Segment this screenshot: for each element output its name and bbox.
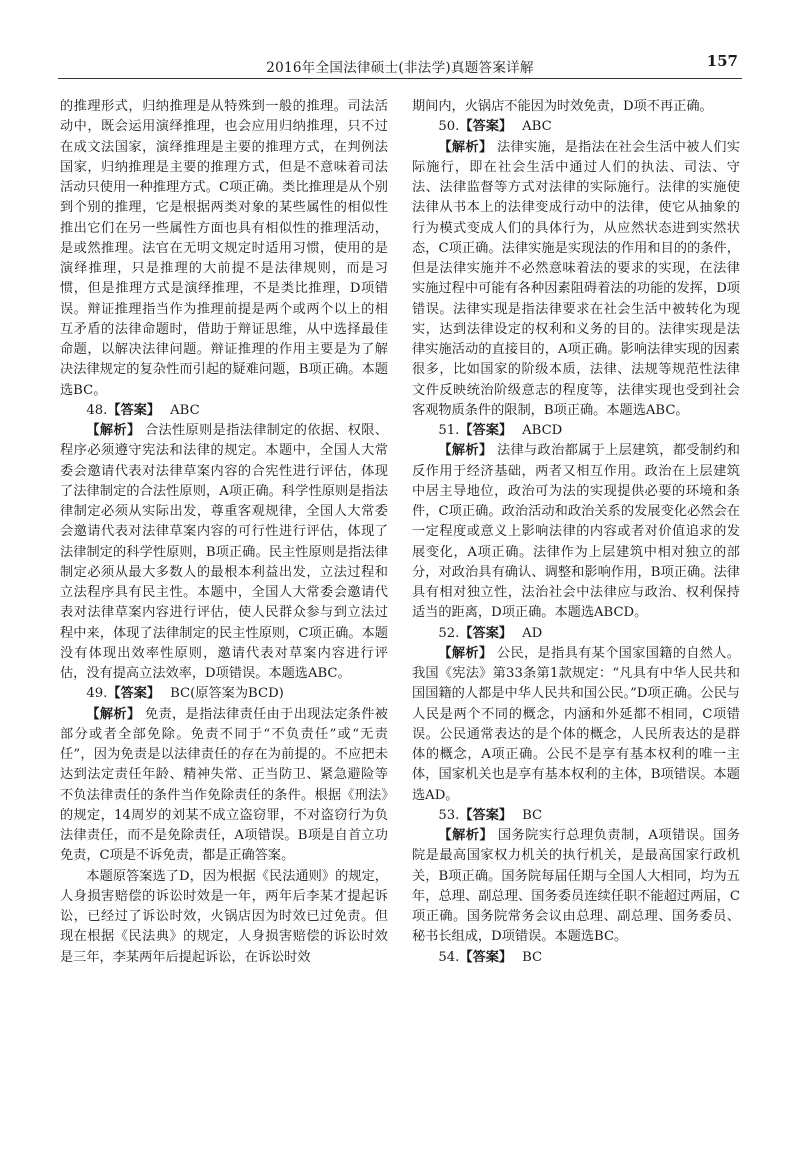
answer-value: BC [522, 949, 543, 965]
answer-value: BC [522, 807, 543, 823]
right-column [412, 97, 740, 968]
explanation-text: 免责，是指法律责任由于出现法定条件被部分或者全部免除。免责不同于“不负责任”或“无责任”，因为免责是以法律责任的存在为前提的。不应把未达到法定责任年龄、精神失常、正当防卫、紧急避险等不负法律责任的条件当作免除责任的条件。根据《刑法》的规定，14周岁的刘某不成立盗窃罪，不对盗窃行为负法律责任，而不是免除责任，A项错误。B项是自首立功免责，C项是不诉免责，都是正确答案。 [60, 706, 388, 864]
explanation-text: 合法性原则是指法律制定的依据、权限、程序必须遵守宪法和法律的规定。本题中，全国人大常委会邀请代表对法律草案内容的合宪性进行评估，体现了法律制定的合法性原则，A项正确。科学性原则是指法律制定必须从实际出发，尊重客观规律，全国人大常委会邀请代表对法律草案内容的可行性进行评估，体现了法律制定的科学性原则，B项正确。民主性原则是指法律制定必须从最大多数人的最根本利益出发，立法过程和立法程序具有民主性。本题中，全国人大常委会邀请代表对法律草案内容进行评估，使人民群众参与到立法过程中来，体现了法律制定的民主性原则，C项正确。本题没有体现出效率性原则，邀请代表对草案内容进行评估，没有提高立法效率，D项错误。本题选ABC。 [60, 423, 388, 681]
answer-51 [412, 421, 740, 441]
answer-tag: 【答案】 [107, 686, 161, 702]
answer-tag: 【答案】 [459, 119, 513, 135]
question-number: 53. [438, 807, 460, 823]
explanation-53 [412, 826, 740, 948]
answer-50 [412, 117, 740, 137]
explanation-text: 公民，是指具有某个国家国籍的自然人。我国《宪法》第33条第1款规定：“凡具有中华人民共和国国籍的人都是中华人民共和国公民。”D项正确。公民与人民是两个不同的概念，内涵和外延都不相同，C项错误。公民通常表达的是个体的概念，人民所表达的是群体的概念，A项正确。公民不是享有基本权利的唯一主体，国家机关也是享有基本权利的主体，B项错误。本题选AD。 [412, 645, 740, 803]
paragraph-text: 的推理形式，归纳推理是从特殊到一般的推理。司法活动中，既会运用演绎推理，也会应用归纳推理，只不过在成文法国家，演绎推理是主要的推理方式，在判例法国家，归纳推理是主要的推理方式，但是不意味着司法活动只使用一种推理方式。C项正确。类比推理是从个别到个别的推理，它是根据两类对象的某些属性的相似性推出它们在另一些属性方面也具有相似性的推理活动，是或然推理。法官在无明文规定时适用习惯，使用的是演绎推理，只是推理的大前提不是法律规则，而是习惯，但是推理方式是演绎推理，不是类比推理，D项错误。辩证推理指当作为推理前提是两个或两个以上的相互矛盾的法律命题时，借助于辩证思维，从中选择最佳命题，以解决法律问题。辩证推理的作用主要是为了解决法律规定的复杂性而引起的疑难问题，B项正确。本题选BC。 [60, 99, 388, 398]
explanation-tag: 【解析】 [438, 443, 493, 459]
answer-value: ABCD [522, 423, 563, 438]
explanation-text: 国务院实行总理负责制，A项错误。国务院是最高国家权力机关的执行机关，是最高国家行政机关，B项正确。国务院每届任期与全国人大相同，均为五年，总理、副总理、国务委员连续任职不能超过两届，C项正确。国务院常务会议由总理、副总理、国务委员、秘书长组成，D项错误。本题选BC。 [412, 828, 741, 945]
question-number: 52. [438, 625, 460, 641]
question-number: 50. [438, 119, 460, 135]
answer-value: ABC [170, 402, 200, 418]
question-number: 51. [438, 423, 460, 438]
answer-value: AD [522, 625, 543, 641]
running-header [58, 52, 742, 79]
question-number: 48. [86, 402, 108, 418]
answer-53 [412, 806, 740, 826]
paragraph [412, 97, 740, 117]
explanation-52 [412, 644, 740, 806]
paragraph [60, 867, 388, 968]
explanation-text: 法律与政治都属于上层建筑，都受制约和反作用于经济基础，两者又相互作用。政治在上层建筑中居主导地位，政治可为法的实现提供必要的环境和条件，C项正确。政治活动和政治关系的发展变化必然会在一定程度或意义上影响法律的内容或者对价值追求的发展变化，A项正确。法律作为上层建筑中相对独立的部分，对政治具有确认、调整和影响作用，B项正确。法律具有相对独立性，法治社会中法律应与政治、权利保持适当的距离，D项正确。本题选ABCD。 [412, 443, 740, 621]
explanation-48 [60, 421, 388, 684]
answer-49 [60, 684, 388, 704]
explanation-text: 法律实施，是指法在社会生活中被人们实际施行，即在社会生活中通过人们的执法、司法、守法、法律监督等方式对法律的实际施行。法律的实施使法律从书本上的法律变成行动中的法律，使它从抽象的行为模式变成人们的具体行为，从应然状态进到实然状态，C项正确。法律实施是实现法的作用和目的的条件，但是法律实施并不必然意味着法的要求的实现，在法律实施过程中可能有各种因素阻碍着法的功能的发挥，D项错误。法律实现是指法律要求在社会生活中被转化为现实，达到法律设定的权利和义务的目的。法律实现是法律实施活动的直接目的，A项正确。影响法律实现的因素很多，比如国家的阶级本质，法律、法规等规范性法律文件反映统治阶级意志的程度等，法律实现也受到社会客观物质条件的限制，B项正确。本题选ABC。 [412, 139, 740, 418]
answer-tag: 【答案】 [459, 423, 513, 438]
answer-tag: 【答案】 [459, 807, 513, 823]
explanation-tag: 【解析】 [86, 423, 141, 438]
paragraph-text: 期间内，火锅店不能因为时效免责，D项不再正确。 [412, 99, 713, 114]
answer-52 [412, 624, 740, 644]
question-number: 54. [438, 949, 460, 965]
explanation-tag: 【解析】 [438, 645, 493, 661]
answer-48 [60, 401, 388, 421]
header-title: 2016年全国法律硕士(非法学)真题答案详解 [266, 60, 534, 76]
answer-value: BC(原答案为BCD) [170, 686, 284, 702]
explanation-tag: 【解析】 [438, 139, 493, 155]
explanation-49 [60, 705, 388, 867]
answer-tag: 【答案】 [459, 625, 513, 641]
page-number: 157 [706, 52, 738, 70]
paragraph [60, 97, 388, 401]
explanation-tag: 【解析】 [86, 706, 141, 722]
explanation-tag: 【解析】 [438, 828, 494, 843]
question-number: 49. [86, 686, 108, 702]
answer-tag: 【答案】 [459, 949, 513, 965]
explanation-51 [412, 441, 740, 623]
left-column [60, 97, 388, 968]
explanation-50 [412, 138, 740, 422]
answer-value: ABC [522, 119, 552, 135]
paragraph-text: 本题原答案选了D，因为根据《民法通则》的规定，人身损害赔偿的诉讼时效是一年，两年后李某才提起诉讼，已经过了诉讼时效，火锅店因为时效已过免责。但现在根据《民法典》的规定，人身损害赔偿的诉讼时效是三年，李某两年后提起诉讼，在诉讼时效 [60, 868, 388, 965]
answer-54 [412, 948, 740, 968]
answer-tag: 【答案】 [107, 402, 161, 418]
